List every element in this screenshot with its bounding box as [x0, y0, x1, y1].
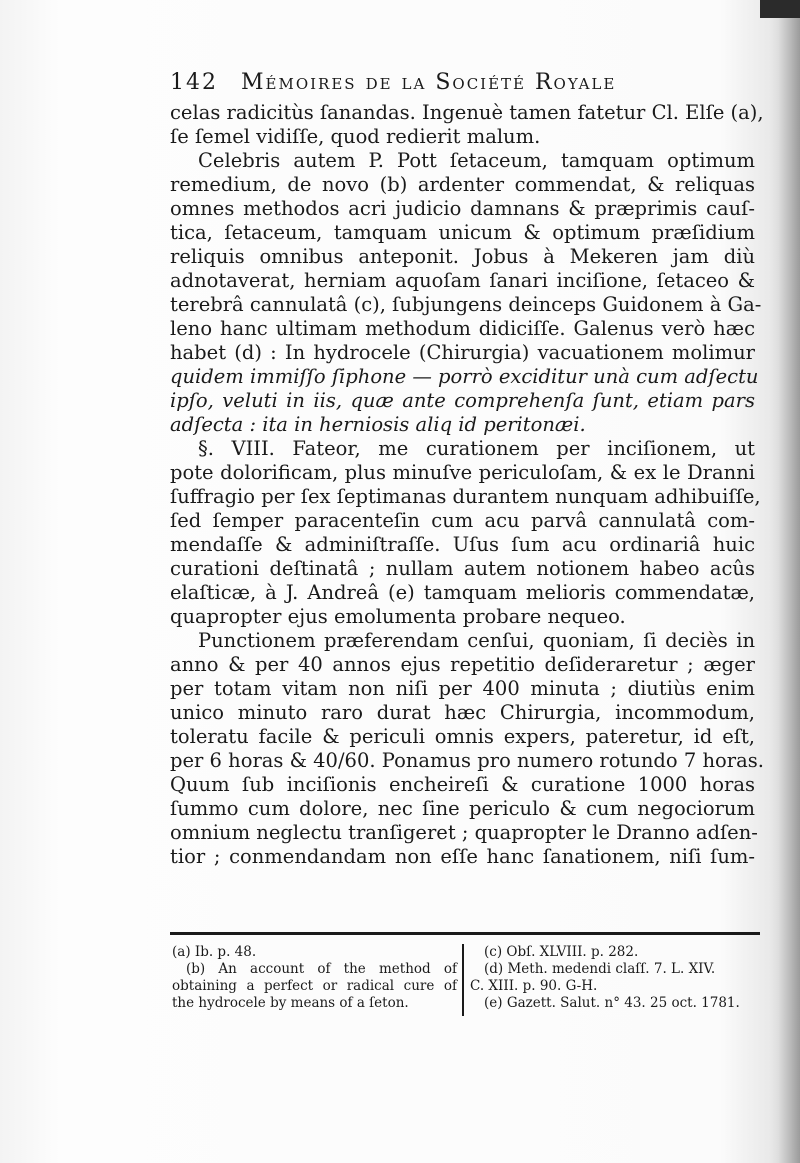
- body-line: leno hanc ultimam methodum didiciſſe. Galenus verò hæc: [170, 317, 755, 340]
- body-line: Quum ſub inciſionis encheireſi & curatione 1000 horas: [170, 773, 755, 796]
- body-line: per totam vitam non niſi per 400 minuta ; diutiùs enim: [170, 677, 755, 700]
- running-header: [170, 70, 730, 95]
- footnote-line: (c) Obſ. XLVIII. p. 282.: [484, 944, 639, 960]
- body-line: adſecta : ita in herniosis aliq id peritonæi.: [170, 413, 586, 436]
- body-line: ſe ſemel vidiſſe, quod redierit malum.: [170, 125, 541, 148]
- footnote-divider: [462, 944, 464, 1016]
- body-line: omnium neglectu tranſigeret ; quapropter le Dranno adſen-: [170, 821, 758, 844]
- footnote-rule: [170, 932, 760, 935]
- body-line: habet (d) : In hydrocele (Chirurgia) vacuationem molimur: [170, 341, 755, 364]
- page-edge-shadow: [778, 0, 800, 1163]
- body-line: ſed ſemper paracenteſin cum acu parvâ cannulatâ com-: [170, 509, 755, 532]
- footnote-line: C. XIII. p. 90. G-H.: [470, 978, 598, 994]
- footnotes-right: [470, 944, 770, 1012]
- footnote-line: (e) Gazett. Salut. n° 43. 25 oct. 1781.: [484, 995, 740, 1011]
- body-line: tica, ſetaceum, tamquam unicum & optimum præſidium: [170, 221, 755, 244]
- body-line: quidem immiſſo ſiphone — porrò exciditur unà cum adſectu: [170, 365, 759, 388]
- body-line: curationi deſtinatâ ; nullam autem notionem habeo acûs: [170, 557, 755, 580]
- body-line: celas radicitùs ſanandas. Ingenuè tamen fatetur Cl. Elſe (a),: [170, 101, 764, 124]
- body-line: pote dolorificam, plus minuſve periculoſam, & ex le Dranni: [170, 461, 755, 484]
- footnotes-left: [172, 944, 457, 1012]
- footnote-line: obtaining a perfect or radical cure of: [172, 978, 457, 994]
- body-text: [170, 101, 764, 869]
- footnote-line: the hydrocele by means of a ſeton.: [172, 995, 409, 1011]
- body-line: unico minuto raro durat hæc Chirurgia, incommodum,: [170, 701, 755, 724]
- body-line: toleratu facile & periculi omnis expers, pateretur, id eſt,: [170, 725, 755, 748]
- body-line: remedium, de novo (b) ardenter commendat, & reliquas: [170, 173, 755, 196]
- body-line: ipſo, veluti in iis, quæ ante comprehenſa ſunt, etiam pars: [170, 389, 755, 412]
- body-line: §. VIII. Fateor, me curationem per inciſionem, ut: [198, 437, 755, 460]
- footnote-line: (a) Ib. p. 48.: [172, 944, 257, 960]
- running-title: Mémoires de la Société Royale: [241, 70, 617, 95]
- body-line: ſuffragio per ſex ſeptimanas durantem nunquam adhibuiſſe,: [170, 485, 761, 508]
- body-line: reliquis omnibus anteponit. Jobus à Mekeren jam diù: [170, 245, 755, 268]
- body-line: Punctionem præferendam cenſui, quoniam, ſi deciès in: [198, 629, 755, 652]
- body-line: elaſticæ, à J. Andreâ (e) tamquam melioris commendatæ,: [170, 581, 755, 604]
- body-line: per 6 horas & 40/60. Ponamus pro numero rotundo 7 horas.: [170, 749, 764, 772]
- body-line: mendaſſe & adminiſtraſſe. Uſus ſum acu ordinariâ huic: [170, 533, 755, 556]
- body-line: quapropter ejus emolumenta probare nequeo.: [170, 605, 626, 628]
- body-line: anno & per 40 annos ejus repetitio deſideraretur ; æger: [170, 653, 755, 676]
- body-line: tior ; conmendandam non eſſe hanc ſanationem, niſi ſum-: [170, 845, 755, 868]
- footnote-line: (d) Meth. medendi claſſ. 7. L. XIV.: [484, 961, 716, 977]
- body-line: ſummo cum dolore, nec ſine periculo & cum negociorum: [170, 797, 755, 820]
- body-line: adnotaverat, herniam aquoſam ſanari inciſione, ſetaceo &: [170, 269, 755, 292]
- footnote-line: (b) An account of the method of: [186, 961, 457, 977]
- scan-corner: [760, 0, 800, 18]
- body-line: Celebris autem P. Pott ſetaceum, tamquam optimum: [198, 149, 755, 172]
- page-number: 142: [170, 70, 218, 95]
- body-line: terebrâ cannulatâ (c), ſubjungens deinceps Guidonem à Ga-: [170, 293, 762, 316]
- body-line: omnes methodos acri judicio damnans & præprimis cauſ-: [170, 197, 755, 220]
